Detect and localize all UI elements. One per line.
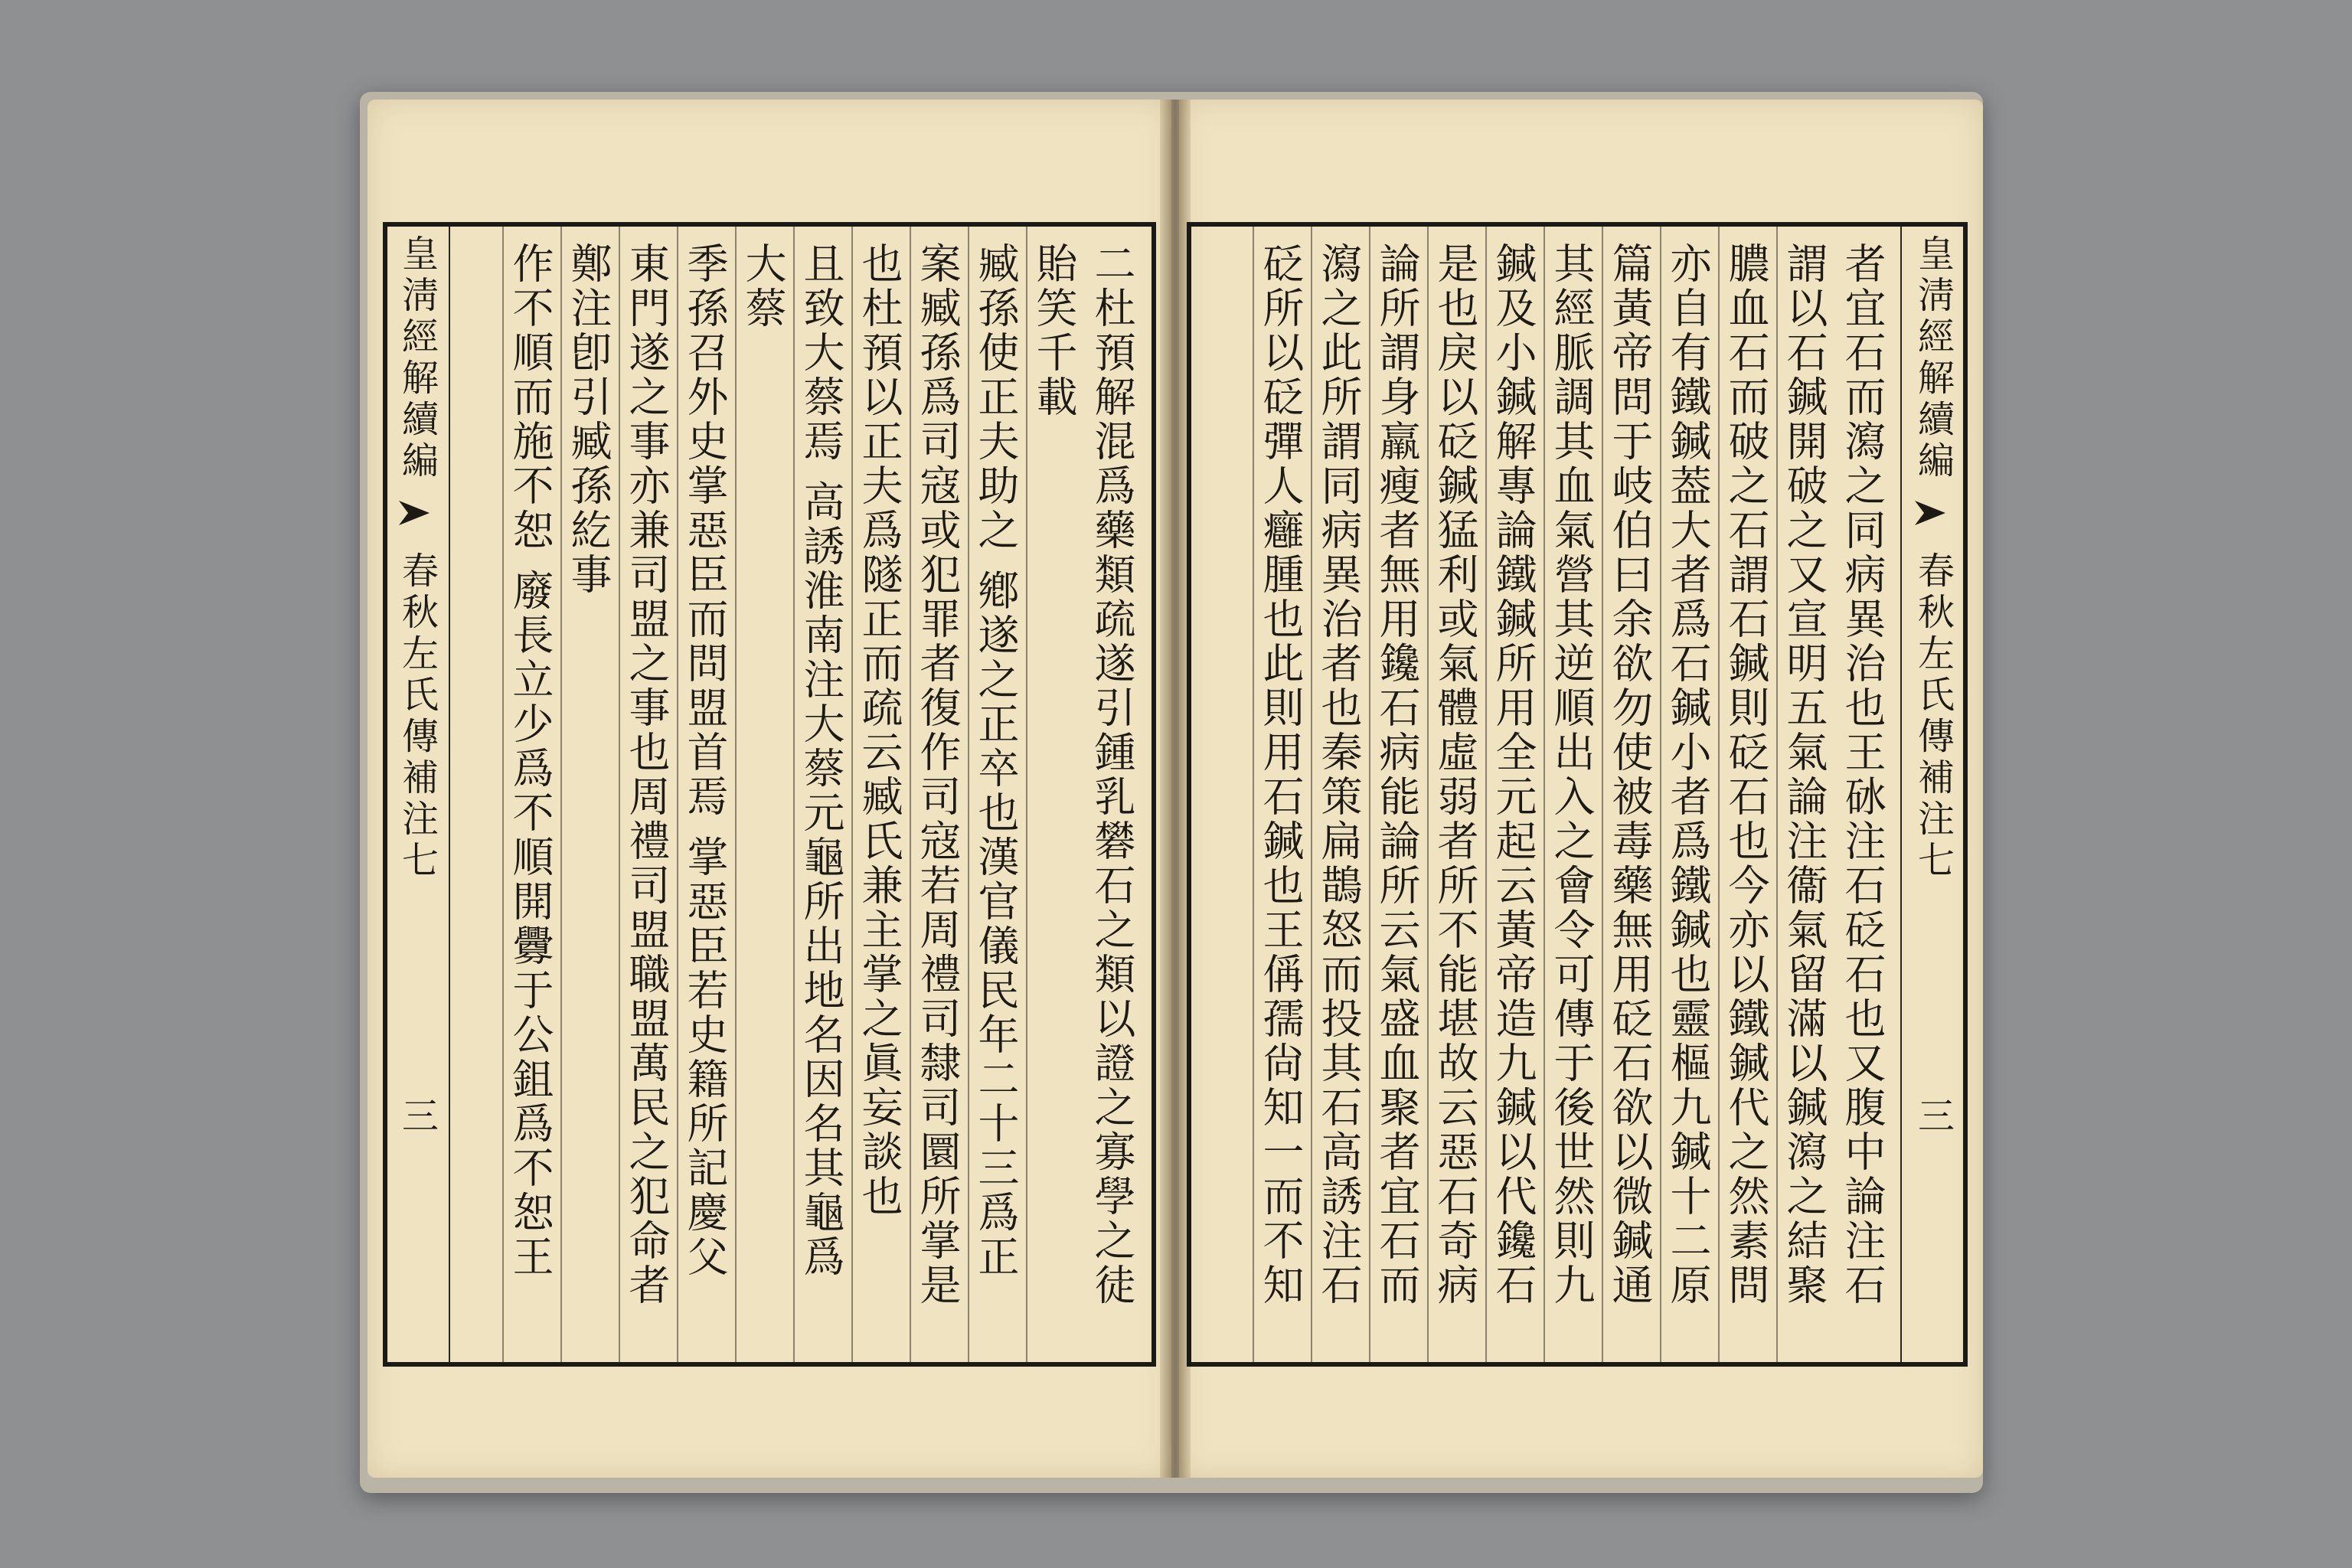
left-text-frame <box>383 222 1156 1367</box>
right-folio-number: 三 <box>1911 1096 1955 1138</box>
text-column: 二杜預解混爲藥類疏遂引鍾乳礬石之類以證之寡學之徒 <box>1088 242 1136 1308</box>
column-rule <box>735 227 737 1362</box>
book-gutter <box>1160 100 1191 1478</box>
column-rule <box>1776 227 1778 1362</box>
fish-tail-mark-icon <box>1915 498 1952 528</box>
column-rule <box>619 227 620 1362</box>
text-column: 是也戾以砭鍼猛利或氣體虛弱者所不能堪故云惡石奇病 <box>1431 242 1479 1308</box>
text-column: 鍼及小鍼解專論鐵鍼所用全元起云黃帝造九鍼以代鑱石 <box>1489 242 1537 1308</box>
text-column: 亦自有鐵鍼葢大者爲石鍼小者爲鐵鍼也靈樞九鍼十二原 <box>1664 242 1712 1308</box>
right-banner-section: 春秋左氏傳補注七 <box>1911 551 1955 882</box>
left-banner-section: 春秋左氏傳補注七 <box>395 551 439 882</box>
text-column: 季孫召外史掌惡臣而問盟首焉 掌惡臣若史籍所記慶父 <box>681 242 729 1280</box>
text-column: 砭所以砭彈人癰腫也此則用石鍼也王偁孺尙知一而不知 <box>1256 242 1305 1308</box>
text-column: 大蔡 <box>739 242 787 331</box>
text-column: 案臧孫爲司寇或犯罪者復作司寇若周禮司隸司圜所掌是 <box>913 242 962 1308</box>
left-page-banner <box>387 227 447 1362</box>
text-column: 貽笑千載 <box>1030 242 1078 420</box>
fish-tail-mark-icon <box>399 498 436 528</box>
column-rule <box>1544 227 1545 1362</box>
left-folio-number: 三 <box>395 1096 439 1138</box>
banner-rule <box>449 227 450 1362</box>
column-rule <box>910 227 911 1362</box>
column-rule <box>1311 227 1312 1362</box>
column-rule <box>560 227 562 1362</box>
text-column: 東門遂之事亦兼司盟之事也周禮司盟職盟萬民之犯命者 <box>622 242 671 1308</box>
text-column: 鄭注卽引臧孫紇事 <box>564 242 612 597</box>
right-page-banner <box>1903 227 1963 1362</box>
right-banner-title: 皇淸經解續編 <box>1911 234 1955 482</box>
column-rule <box>677 227 678 1362</box>
banner-rule <box>1900 227 1902 1362</box>
column-rule <box>793 227 795 1362</box>
text-column: 且致大蔡焉 高誘淮南注大蔡元龜所出地名因名其龜爲 <box>797 242 845 1280</box>
column-rule <box>968 227 969 1362</box>
text-column: 膿血石而破之石謂石鍼則砭石也今亦以鐵鍼代之然素問 <box>1722 242 1770 1308</box>
column-rule <box>1026 227 1027 1362</box>
column-rule <box>1427 227 1429 1362</box>
text-column: 也杜預以正夫爲隧正而疏云臧氏兼主掌之眞妄談也 <box>855 242 903 1219</box>
text-column: 者宜石而瀉之同病異治也王砅注石砭石也又腹中論注石 <box>1838 242 1886 1308</box>
column-rule <box>502 227 504 1362</box>
column-rule <box>1253 227 1254 1362</box>
column-rule <box>851 227 853 1362</box>
text-column: 作不順而施不恕 廢長立少爲不順開釁于公鉏爲不恕王 <box>506 242 554 1280</box>
column-rule <box>1369 227 1370 1362</box>
text-column: 臧孫使正夫助之 鄕遂之正卒也漢官儀民年二十三爲正 <box>972 242 1020 1280</box>
text-column: 其經脈調其血氣營其逆順出入之會令可傳于後世然則九 <box>1547 242 1596 1308</box>
left-banner-title: 皇淸經解續編 <box>395 234 439 482</box>
text-column: 謂以石鍼開破之又宣明五氣論注衞氣留滿以鍼瀉之結聚 <box>1780 242 1828 1308</box>
text-column: 論所謂身羸瘦者無用鑱石病能論所云氣盛血聚者宜石而 <box>1373 242 1421 1308</box>
column-rule <box>1660 227 1661 1362</box>
right-text-frame <box>1187 222 1968 1367</box>
column-rule <box>1485 227 1487 1362</box>
text-column: 瀉之此所謂同病異治者也秦策扁鵲怒而投其石高誘注石 <box>1315 242 1363 1308</box>
column-rule <box>1718 227 1720 1362</box>
text-column: 篇黃帝問于岐伯曰余欲勿使被毒藥無用砭石欲以微鍼通 <box>1606 242 1654 1308</box>
column-rule <box>1602 227 1603 1362</box>
